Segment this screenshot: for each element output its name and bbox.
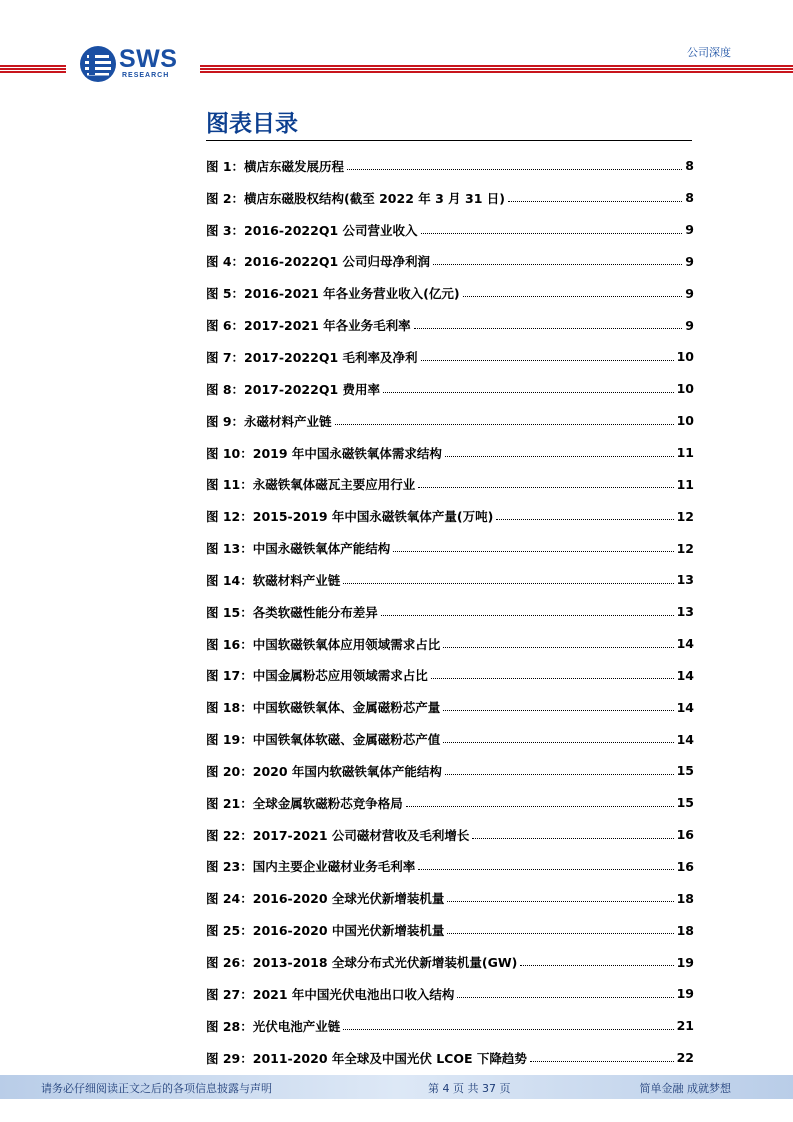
toc-entry-page[interactable]: 15 <box>676 763 694 779</box>
toc-dot-leader <box>418 868 673 870</box>
toc-entry[interactable] <box>206 277 694 309</box>
toc-entry-title[interactable]: 图 7：2017-2022Q1 毛利率及净利 <box>206 349 418 365</box>
toc-entry-page[interactable]: 13 <box>676 604 694 620</box>
toc-entry-page[interactable]: 10 <box>676 349 694 365</box>
toc-entry[interactable] <box>206 309 694 341</box>
toc-entry[interactable] <box>206 914 694 946</box>
page-title: 图表目录 <box>206 111 298 137</box>
toc-entry-page[interactable]: 9 <box>685 253 694 269</box>
toc-entry-page[interactable]: 16 <box>676 858 694 874</box>
toc-entry-title[interactable]: 图 23：国内主要企业磁材业务毛利率 <box>206 859 416 875</box>
toc-dot-leader <box>447 900 673 902</box>
toc-entry-title[interactable]: 图 12：2015-2019 年中国永磁铁氧体产量(万吨) <box>206 509 494 525</box>
toc-entry-page[interactable]: 10 <box>676 381 694 397</box>
toc-entry[interactable] <box>206 882 694 914</box>
toc-dot-leader <box>347 168 682 170</box>
toc-dot-leader <box>530 1060 674 1062</box>
toc-entry[interactable] <box>206 596 694 628</box>
toc-dot-leader <box>457 996 673 998</box>
toc-entry-page[interactable]: 8 <box>685 158 694 174</box>
toc-entry-title[interactable]: 图 20：2020 年国内软磁铁氧体产能结构 <box>206 763 442 779</box>
toc-dot-leader <box>445 455 674 457</box>
toc-entry-title[interactable]: 图 27：2021 年中国光伏电池出口收入结构 <box>206 986 455 1002</box>
logo-globe-icon <box>78 44 118 84</box>
toc-entry-title[interactable]: 图 13：中国永磁铁氧体产能结构 <box>206 541 391 557</box>
toc-entry-page[interactable]: 21 <box>676 1018 694 1034</box>
toc-entry-page[interactable]: 12 <box>676 540 694 556</box>
company-logo <box>78 44 190 86</box>
toc-entry-title[interactable]: 图 11：永磁铁氧体磁瓦主要应用行业 <box>206 477 416 493</box>
toc-entry-page[interactable]: 18 <box>676 922 694 938</box>
toc-entry-page[interactable]: 11 <box>676 476 694 492</box>
toc-dot-leader <box>393 550 673 552</box>
toc-entry[interactable] <box>206 946 694 978</box>
toc-entry[interactable] <box>206 1010 694 1042</box>
toc-entry-page[interactable]: 10 <box>676 413 694 429</box>
toc-dot-leader <box>383 391 674 393</box>
toc-entry-title[interactable]: 图 29：2011-2020 年全球及中国光伏 LCOE 下降趋势 <box>206 1050 527 1066</box>
footer-page-number: 第 4 页 共 37 页 <box>428 1082 511 1095</box>
footer-slogan: 简单金融 成就梦想 <box>639 1082 731 1095</box>
toc-dot-leader <box>418 486 673 488</box>
toc-dot-leader <box>414 327 683 329</box>
toc-entry-page[interactable]: 14 <box>676 636 694 652</box>
toc-entry-title[interactable]: 图 3：2016-2022Q1 公司营业收入 <box>206 222 418 238</box>
toc-entry-page[interactable]: 14 <box>676 731 694 747</box>
toc-entry-title[interactable]: 图 6：2017-2021 年各业务毛利率 <box>206 318 411 334</box>
logo-text: SWS <box>119 45 178 73</box>
toc-entry-title[interactable]: 图 1：横店东磁发展历程 <box>206 158 345 174</box>
toc-entry-title[interactable]: 图 16：中国软磁铁氧体应用领域需求占比 <box>206 636 441 652</box>
header-rule-right <box>200 65 793 74</box>
toc-entry-title[interactable]: 图 26：2013-2018 全球分布式光伏新增装机量(GW) <box>206 955 518 971</box>
toc-entry[interactable] <box>206 182 694 214</box>
toc-entry[interactable] <box>206 532 694 564</box>
toc-dot-leader <box>443 709 673 711</box>
toc-entry[interactable] <box>206 437 694 469</box>
toc-entry[interactable] <box>206 564 694 596</box>
toc-entry-title[interactable]: 图 5：2016-2021 年各业务营业收入(亿元) <box>206 286 460 302</box>
toc-entry[interactable] <box>206 341 694 373</box>
toc-dot-leader <box>421 359 674 361</box>
toc-entry[interactable] <box>206 723 694 755</box>
toc-dot-leader <box>406 805 674 807</box>
toc-entry-title[interactable]: 图 15：各类软磁性能分布差异 <box>206 604 378 620</box>
toc-entry-page[interactable]: 19 <box>676 986 694 1002</box>
toc-dot-leader <box>508 200 682 202</box>
logo-subtext: RESEARCH <box>122 72 170 79</box>
header-rule-left <box>0 65 66 74</box>
toc-entry-title[interactable]: 图 8：2017-2022Q1 费用率 <box>206 381 380 397</box>
toc-entry[interactable] <box>206 660 694 692</box>
toc-dot-leader <box>421 232 683 234</box>
toc-entry[interactable] <box>206 500 694 532</box>
toc-entry-page[interactable]: 9 <box>685 317 694 333</box>
toc-dot-leader <box>335 423 674 425</box>
toc-entry-title[interactable]: 图 28：光伏电池产业链 <box>206 1018 341 1034</box>
toc-entry-title[interactable]: 图 10：2019 年中国永磁铁氧体需求结构 <box>206 445 442 461</box>
toc-dot-leader <box>443 741 673 743</box>
toc-dot-leader <box>381 614 674 616</box>
toc-entry-title[interactable]: 图 9：永磁材料产业链 <box>206 413 332 429</box>
toc-entry[interactable] <box>206 755 694 787</box>
toc-entry-page[interactable]: 15 <box>676 795 694 811</box>
toc-dot-leader <box>496 518 673 520</box>
toc-dot-leader <box>343 582 673 584</box>
toc-entry[interactable] <box>206 468 694 500</box>
toc-entry-title[interactable]: 图 18：中国软磁铁氧体、金属磁粉芯产量 <box>206 700 441 716</box>
toc-entry-title[interactable]: 图 21：全球金属软磁粉芯竞争格局 <box>206 795 403 811</box>
toc-entry-page[interactable]: 9 <box>685 222 694 238</box>
toc-entry[interactable] <box>206 1042 694 1074</box>
toc-entry-page[interactable]: 22 <box>676 1050 694 1066</box>
toc-dot-leader <box>472 837 673 839</box>
toc-entry-title[interactable]: 图 25：2016-2020 中国光伏新增装机量 <box>206 923 445 939</box>
toc-entry-page[interactable]: 11 <box>676 445 694 461</box>
toc-dot-leader <box>343 1028 673 1030</box>
toc-entry[interactable] <box>206 691 694 723</box>
toc-entry[interactable] <box>206 978 694 1010</box>
toc-entry-title[interactable]: 图 17：中国金属粉芯应用领域需求占比 <box>206 668 428 684</box>
toc-dot-leader <box>445 773 674 775</box>
toc-entry-title[interactable]: 图 19：中国铁氧体软磁、金属磁粉芯产值 <box>206 732 441 748</box>
toc-dot-leader <box>433 263 682 265</box>
toc-entry-title[interactable]: 图 22：2017-2021 公司磁材营收及毛利增长 <box>206 827 470 843</box>
toc-entry[interactable] <box>206 246 694 278</box>
toc-entry-page[interactable]: 12 <box>676 508 694 524</box>
toc-entry-page[interactable]: 19 <box>676 954 694 970</box>
toc-dot-leader <box>463 295 683 297</box>
toc-entry-page[interactable]: 14 <box>676 667 694 683</box>
toc-entry-title[interactable]: 图 24：2016-2020 全球光伏新增装机量 <box>206 891 445 907</box>
toc-entry-page[interactable]: 18 <box>676 890 694 906</box>
toc-entry-page[interactable]: 8 <box>685 190 694 206</box>
toc-entry-title[interactable]: 图 2：横店东磁股权结构(截至 2022 年 3 月 31 日) <box>206 190 505 206</box>
toc-dot-leader <box>520 964 673 966</box>
toc-entry[interactable] <box>206 628 694 660</box>
toc-entry[interactable] <box>206 150 694 182</box>
toc-entry[interactable] <box>206 819 694 851</box>
toc-entry[interactable] <box>206 214 694 246</box>
toc-entry-page[interactable]: 13 <box>676 572 694 588</box>
toc-entry[interactable] <box>206 851 694 883</box>
toc-entry-title[interactable]: 图 4：2016-2022Q1 公司归母净利润 <box>206 254 430 270</box>
figure-list <box>206 150 694 1073</box>
report-type-label: 公司深度 <box>687 46 731 59</box>
footer-disclaimer: 请务必仔细阅读正文之后的各项信息披露与声明 <box>41 1082 272 1095</box>
toc-dot-leader <box>447 932 673 934</box>
page-footer <box>0 1075 793 1099</box>
toc-dot-leader <box>431 677 674 679</box>
toc-entry-page[interactable]: 9 <box>685 285 694 301</box>
toc-entry[interactable] <box>206 373 694 405</box>
toc-entry-page[interactable]: 16 <box>676 827 694 843</box>
toc-dot-leader <box>443 646 673 648</box>
title-divider <box>206 140 692 141</box>
toc-entry-title[interactable]: 图 14：软磁材料产业链 <box>206 572 341 588</box>
toc-entry[interactable] <box>206 405 694 437</box>
toc-entry-page[interactable]: 14 <box>676 699 694 715</box>
toc-entry[interactable] <box>206 787 694 819</box>
